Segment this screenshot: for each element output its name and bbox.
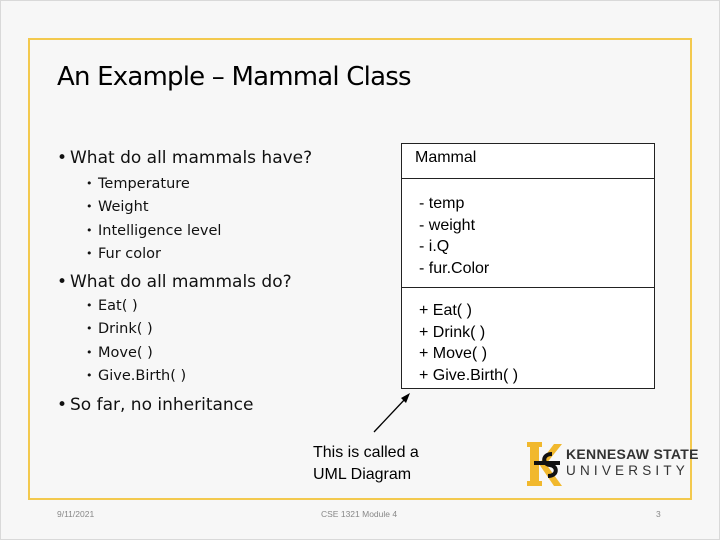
- list-item: • Temperature: [86, 172, 221, 195]
- bullet-icon: •: [57, 395, 68, 415]
- list-item: • Drink( ): [86, 317, 186, 340]
- ksu-logo-line1: KENNESAW STATE: [566, 446, 699, 462]
- bullet-icon: •: [86, 223, 93, 237]
- uml-attributes-compartment: [402, 179, 654, 288]
- section-heading-have: • What do all mammals have?: [57, 148, 313, 168]
- uml-attribute: - weight: [419, 216, 476, 234]
- list-item: • Eat( ): [86, 294, 186, 317]
- bullet-icon: •: [86, 246, 93, 260]
- uml-method: + Eat( ): [419, 302, 472, 319]
- annotation-line: This is called a: [313, 444, 419, 461]
- do-list: [86, 294, 186, 387]
- annotation-line: UML Diagram: [313, 466, 412, 483]
- list-item: • Move( ): [86, 341, 186, 364]
- bullet-icon: •: [86, 322, 93, 336]
- slide-title: An Example – Mammal Class: [57, 62, 411, 92]
- footer-date: 9/11/2021: [57, 509, 95, 519]
- bullet-icon: •: [86, 177, 93, 190]
- uml-attribute: - temp: [419, 195, 465, 212]
- bullet-icon: •: [57, 272, 68, 292]
- uml-class-box: [401, 143, 655, 389]
- bullet-icon: •: [57, 148, 68, 168]
- uml-attribute: - fur.Color: [419, 259, 490, 277]
- uml-method: + Move( ): [419, 345, 488, 362]
- bullet-icon: •: [86, 200, 93, 214]
- uml-annotation: [313, 442, 419, 486]
- annotation-arrow-icon: [360, 388, 416, 438]
- list-item: • Intelligence level: [86, 219, 221, 242]
- footer-course: CSE 1321 Module 4: [321, 509, 398, 519]
- section-heading-inheritance: • So far, no inheritance: [57, 395, 254, 415]
- uml-class-name-compartment: [402, 144, 654, 179]
- bullet-icon: •: [86, 368, 93, 382]
- bullet-icon: •: [86, 345, 93, 359]
- uml-class-name: Mammal: [415, 149, 477, 166]
- section-heading-do: • What do all mammals do?: [57, 272, 292, 292]
- uml-method: + Give.Birth( ): [419, 366, 519, 384]
- list-item: • Weight: [86, 195, 221, 218]
- list-item: • Give.Birth( ): [86, 364, 186, 387]
- list-item: • Fur color: [86, 242, 221, 265]
- have-list: [86, 172, 221, 265]
- ksu-logo-line2: UNIVERSITY: [566, 463, 690, 478]
- footer-page-number: 3: [656, 509, 661, 519]
- bullet-icon: •: [86, 299, 93, 312]
- uml-methods-compartment: [402, 288, 654, 388]
- uml-attribute: - i.Q: [419, 238, 450, 255]
- uml-method: + Drink( ): [419, 323, 486, 341]
